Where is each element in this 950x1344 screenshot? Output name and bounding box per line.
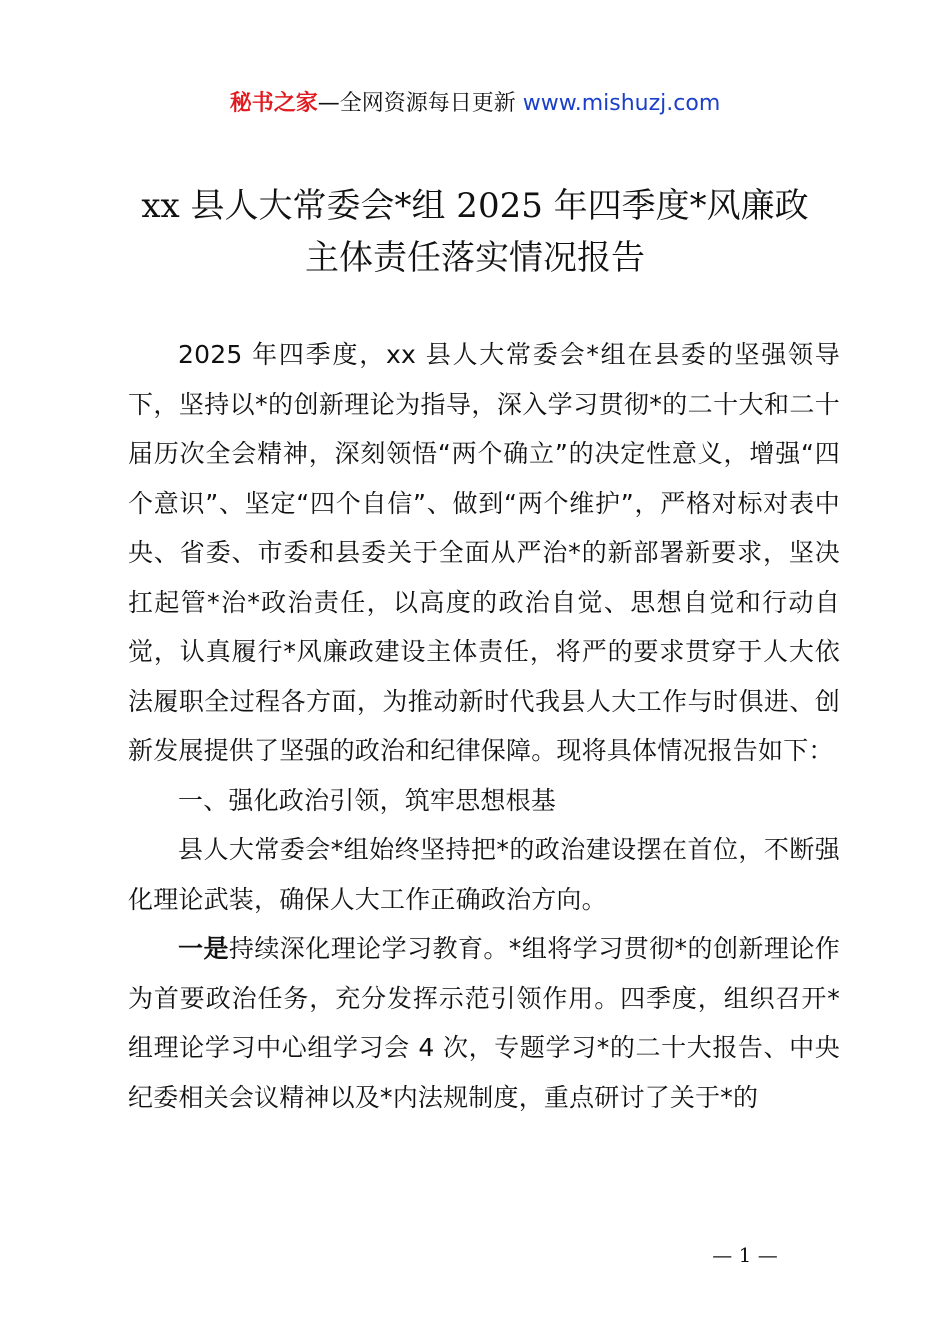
document-body bbox=[128, 330, 840, 1122]
point-1-text: 持续深化理论学习教育。*组将学习贯彻*的创新理论作为首要政治任务，充分发挥示范引领作用。四季度，组织召开*组理论学习中心组学习会 4 次，专题学习*的二十大报告、中央纪委相关会议精神以及*内法规制度，重点研讨了关于*的 bbox=[128, 934, 840, 1112]
site-header bbox=[0, 88, 950, 120]
point-1-paragraph bbox=[128, 924, 840, 1122]
title-line-2: 主体责任落实情况报告 bbox=[305, 238, 645, 278]
brand-name: 秘书之家 bbox=[229, 91, 318, 116]
point-1-lead: 一是 bbox=[178, 934, 229, 963]
document-title bbox=[100, 180, 850, 284]
section-1-heading: 一、强化政治引领，筑牢思想根基 bbox=[178, 785, 557, 815]
intro-paragraph: 2025 年四季度，xx 县人大常委会*组在县委的坚强领导下，坚持以*的创新理论为指导，深入学习贯彻*的二十大和二十届历次全会精神，深刻领悟“两个确立”的决定性意义，增强“四个意识”、坚定“四个自信”、做到“两个维护”，严格对标对表中央、省委、市委和县委关于全面从严治*的新部署新要求，坚决扛起管*治*政治责任，以高度的政治自觉、思想自觉和行动自觉，认真履行*风廉政建设主体责任，将严的要求贯穿于人大依法履职全过程各方面，为推动新时代我县人大工作与时俱进、创新发展提供了坚强的政治和纪律保障。现将具体情况报告如下： bbox=[128, 340, 840, 765]
header-tagline: —全网资源每日更新 bbox=[317, 91, 523, 116]
site-url-link[interactable]: www.mishuzj.com bbox=[522, 91, 721, 116]
section-1-paragraph: 县人大常委会*组始终坚持把*的政治建设摆在首位，不断强化理论武装，确保人大工作正确政治方向。 bbox=[128, 835, 840, 914]
page-number: — 1 — bbox=[712, 1243, 778, 1267]
title-line-1: xx 县人大常委会*组 2025 年四季度*风廉政 bbox=[141, 186, 809, 226]
